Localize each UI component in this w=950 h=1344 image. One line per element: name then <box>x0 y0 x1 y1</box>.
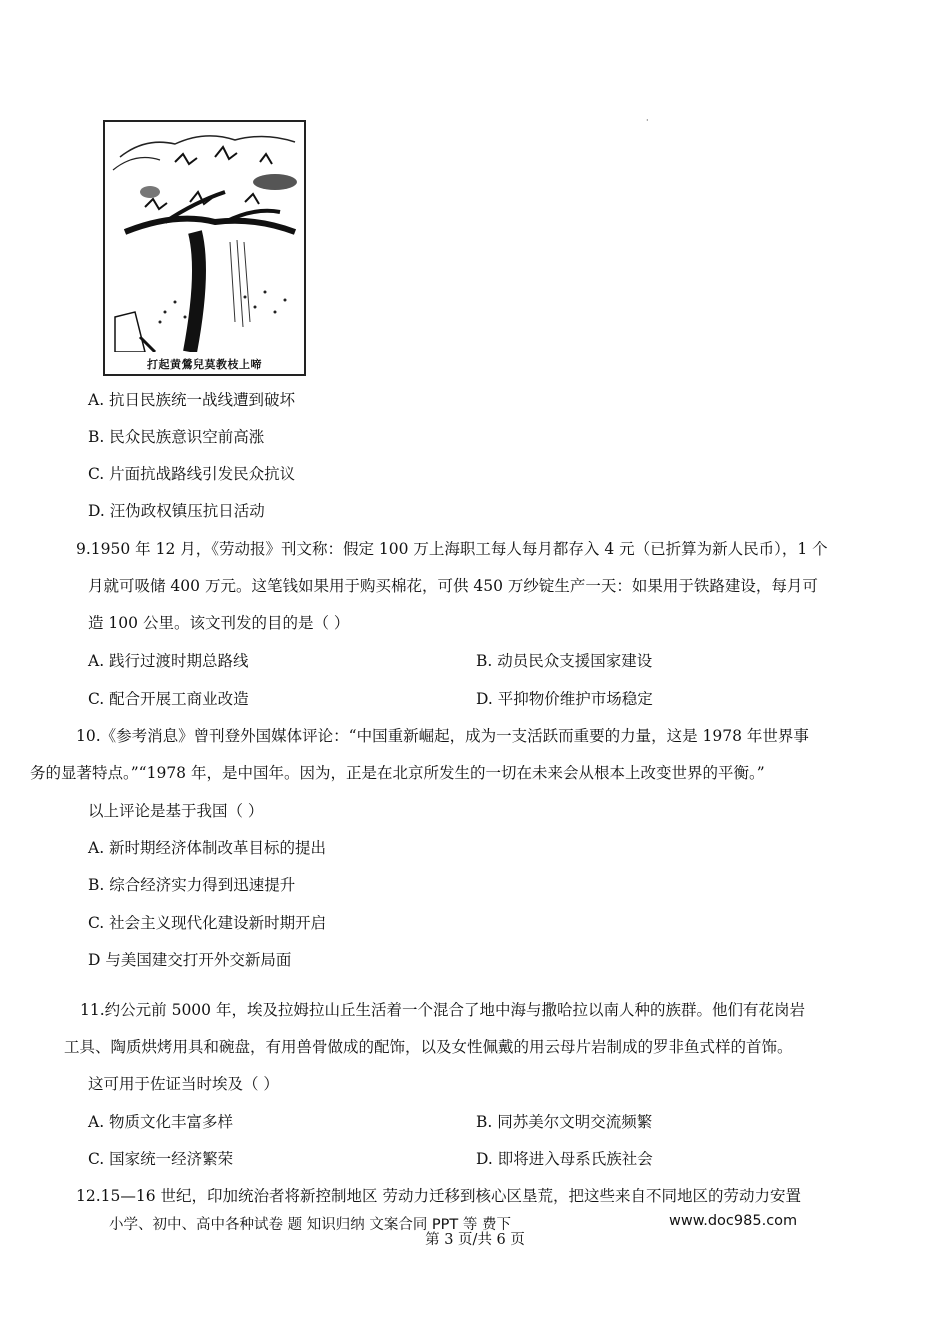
q11-option-d: D. 即将进入母系氏族社会 <box>476 1150 653 1168</box>
q12-stem-line-1: 12.15—16 世纪，印加统治者将新控制地区 劳动力迁移到核心区垦荒，把这些来自不同地区的劳动力安置 <box>76 1187 801 1205</box>
q10-option-c: C. 社会主义现代化建设新时期开启 <box>88 914 327 932</box>
q10-option-a: A. 新时期经济体制改革目标的提出 <box>88 839 327 857</box>
q11-option-b: B. 同苏美尔文明交流频繁 <box>476 1113 653 1131</box>
q10-stem-line-3: 以上评论是基于我国（ ） <box>88 802 264 820</box>
q9-option-b: B. 动员民众支援国家建设 <box>476 652 653 670</box>
q11-option-a: A. 物质文化丰富多样 <box>88 1113 234 1131</box>
stray-dot: · <box>646 116 649 125</box>
footer-ad-text: 小学、初中、高中各种试卷 题 知识归纳 文案合同 PPT 等 费下 <box>109 1217 511 1233</box>
cartoon-caption: 打起黄鶯兒莫教枝上啼 <box>147 358 262 371</box>
q9-stem-line-3: 造 100 公里。该文刊发的目的是（ ） <box>88 614 350 632</box>
q11-stem-line-1: 11.约公元前 5000 年，埃及拉姆拉山丘生活着一个混合了地中海与撒哈拉以南人种的族群。他们有花岗岩 <box>80 1001 805 1019</box>
q8-option-b: B. 民众民族意识空前高涨 <box>88 428 265 446</box>
political-cartoon <box>103 120 306 376</box>
q9-option-d: D. 平抑物价维护市场稳定 <box>476 690 653 708</box>
q8-option-d: D. 汪伪政权镇压抗日活动 <box>88 502 265 520</box>
q11-stem-line-3: 这可用于佐证当时埃及（ ） <box>88 1075 279 1093</box>
q9-option-a: A. 践行过渡时期总路线 <box>88 652 249 670</box>
q8-option-a: A. 抗日民族统一战线遭到破坏 <box>88 391 296 409</box>
q10-option-d: D 与美国建交打开外交新局面 <box>88 951 292 969</box>
q10-stem-line-1: 10.《参考消息》曾刊登外国媒体评论：“中国重新崛起，成为一支活跃而重要的力量，这是 1978 年世界事 <box>76 727 809 745</box>
q10-option-b: B. 综合经济实力得到迅速提升 <box>88 876 296 894</box>
page-number: 第 3 页/共 6 页 <box>425 1232 525 1248</box>
q11-stem-line-2: 工具、陶质烘烤用具和碗盘，有用兽骨做成的配饰，以及女性佩戴的用云母片岩制成的罗非鱼式样的首饰。 <box>64 1038 793 1056</box>
footer-url-link[interactable]: www.doc985.com <box>669 1213 798 1229</box>
q11-option-c: C. 国家统一经济繁荣 <box>88 1150 234 1168</box>
q9-option-c: C. 配合开展工商业改造 <box>88 690 249 708</box>
q8-option-c: C. 片面抗战路线引发民众抗议 <box>88 465 296 483</box>
cartoon-drawing <box>105 122 304 352</box>
q10-stem-line-2: 务的显著特点。”“1978 年，是中国年。因为，正是在北京所发生的一切在未来会从根本上改变世界的平衡。” <box>30 764 765 782</box>
q9-stem-line-1: 9.1950 年 12 月，《劳动报》刊文称：假定 100 万上海职工每人每月都存入 4 元（已折算为新人民币），1 个 <box>76 540 828 558</box>
q9-stem-line-2: 月就可吸储 400 万元。这笔钱如果用于购买棉花，可供 450 万纱锭生产一天：如果用于铁路建设，每月可 <box>88 577 818 595</box>
